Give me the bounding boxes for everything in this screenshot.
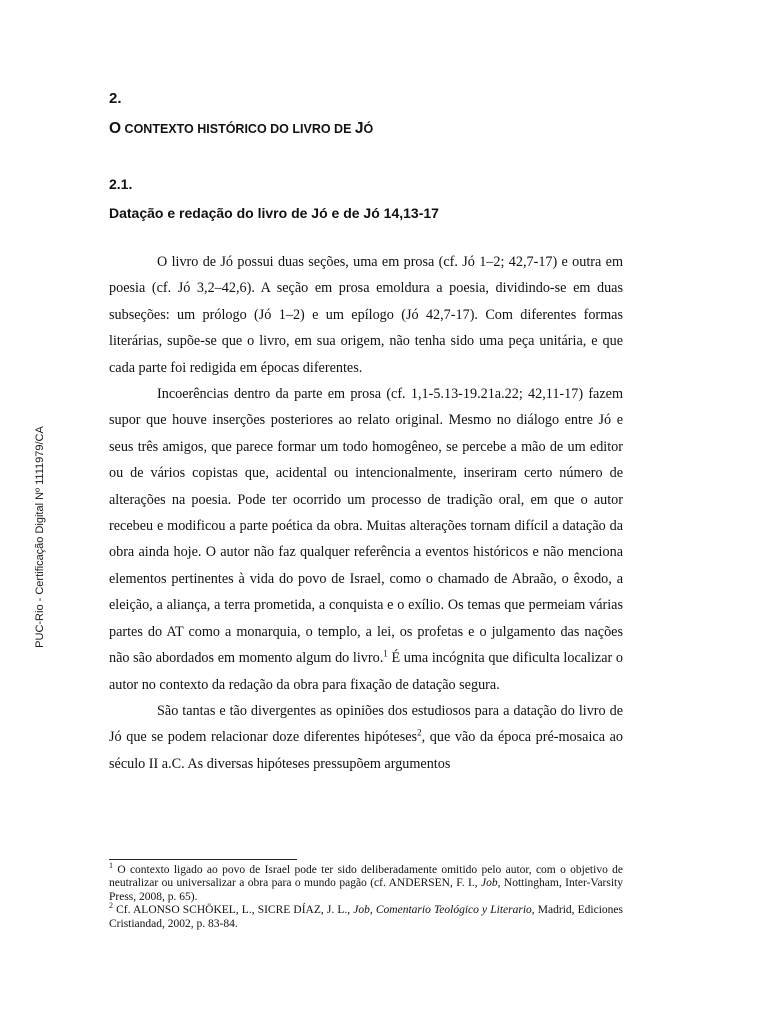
paragraph-2 [109, 381, 623, 698]
chapter-title-initial-2: J [354, 120, 364, 137]
footnote-1 [109, 861, 624, 904]
footnote-1-text-a: O contexto ligado ao povo de Israel pode ter sido deliberadamente omitido pelo autor, com o objetivo de neutralizar ou universalizar a obra para o mundo pagão (cf. ANDERSEN, F. I., [109, 864, 623, 890]
footnote-ref-1[interactable]: 1 [383, 648, 388, 659]
footnote-divider [109, 859, 297, 860]
paragraph-2-text-b: É uma incógnita que dificulta localizar o autor no contexto da redação da obra para fixação de datação segura. [109, 650, 624, 693]
footnote-1-italic: Job [481, 877, 498, 890]
footnote-2-italic: Job, Comentario Teológico y Literario [353, 904, 532, 917]
body-text [109, 249, 623, 777]
footnotes [109, 861, 624, 931]
footnote-ref-2[interactable]: 2 [417, 727, 422, 738]
footnote-2-text-b: , Madrid, Ediciones Cristiandad, 2002, p. 83-84. [109, 904, 623, 930]
chapter-title [109, 120, 373, 138]
footnote-1-text-b: , Nottingham, Inter-Varsity Press, 2008, p. 65). [109, 877, 624, 903]
paragraph-3 [109, 698, 623, 777]
footnote-1-mark: 1 [109, 861, 113, 871]
paragraph-3-text-a: São tantas e tão divergentes as opiniões dos estudiosos para a datação do livro de Jó que se podem relacionar doze diferentes hipóteses [109, 702, 623, 746]
paragraph-3-text-b: , que vão da época pré-mosaica ao século II a.C. As diversas hipóteses pressupõem argumentos [109, 729, 624, 772]
footnote-2-mark: 2 [109, 901, 113, 911]
footnote-2 [109, 901, 623, 931]
paragraph-1: O livro de Jó possui duas seções, uma em prosa (cf. Jó 1–2; 42,7-17) e outra em poesia (cf. Jó 3,2–42,6). A seção em prosa emoldura a poesia, dividindo-se em duas subseções: um prólogo (Jó 1–2) e um epílogo (Jó 42,7-17). Com diferentes formas literárias, supõe-se que o livro, em sua origem, não tenha sido uma peça unitária, e que cada parte foi redigida em épocas diferentes. [109, 254, 623, 376]
paragraph-2-text-a: Incoerências dentro da parte em prosa (cf. 1,1-5.13-19.21a.22; 42,11-17) fazem supor que houve inserções posteriores ao relato original. Mesmo no diálogo entre Jó e seus três amigos, que parece formar um todo homogêneo, se percebe a mão de um editor ou de vários copistas que, acidental ou intencionalmente, inseriram certo número de alterações na poesia. Pode ter ocorrido um processo de tradição oral, em que o autor recebeu e modificou a parte poética da obra. Muitas alterações tornam difícil a datação da obra ainda hoje. O autor não faz qualquer referência a eventos históricos e não menciona elementos pertinentes à vida do povo de Israel, como o chamado de Abraão, o êxodo, a eleição, a aliança, a terra prometida, a conquista e o exílio. Os temas que permeiam várias partes do AT como a monarquia, o templo, a lei, os profetas e o julgamento das nações não são abordados em momento algum do livro. [109, 386, 623, 667]
chapter-title-middle: CONTEXTO HISTÓRICO DO LIVRO DE [121, 122, 355, 136]
chapter-title-initial: O [109, 120, 122, 137]
chapter-title-end: Ó [363, 122, 374, 136]
certification-sidebar: PUC-Rio - Certificação Digital Nº 1111979/CA [34, 426, 46, 648]
footnote-2-text-a: Cf. ALONSO SCHÖKEL, L., SICRE DÍAZ, J. L., [113, 904, 354, 917]
section-title: Datação e redação do livro de Jó e de Jó 14,13-17 [109, 205, 439, 221]
section-number: 2.1. [109, 176, 133, 192]
chapter-number: 2. [109, 90, 122, 107]
